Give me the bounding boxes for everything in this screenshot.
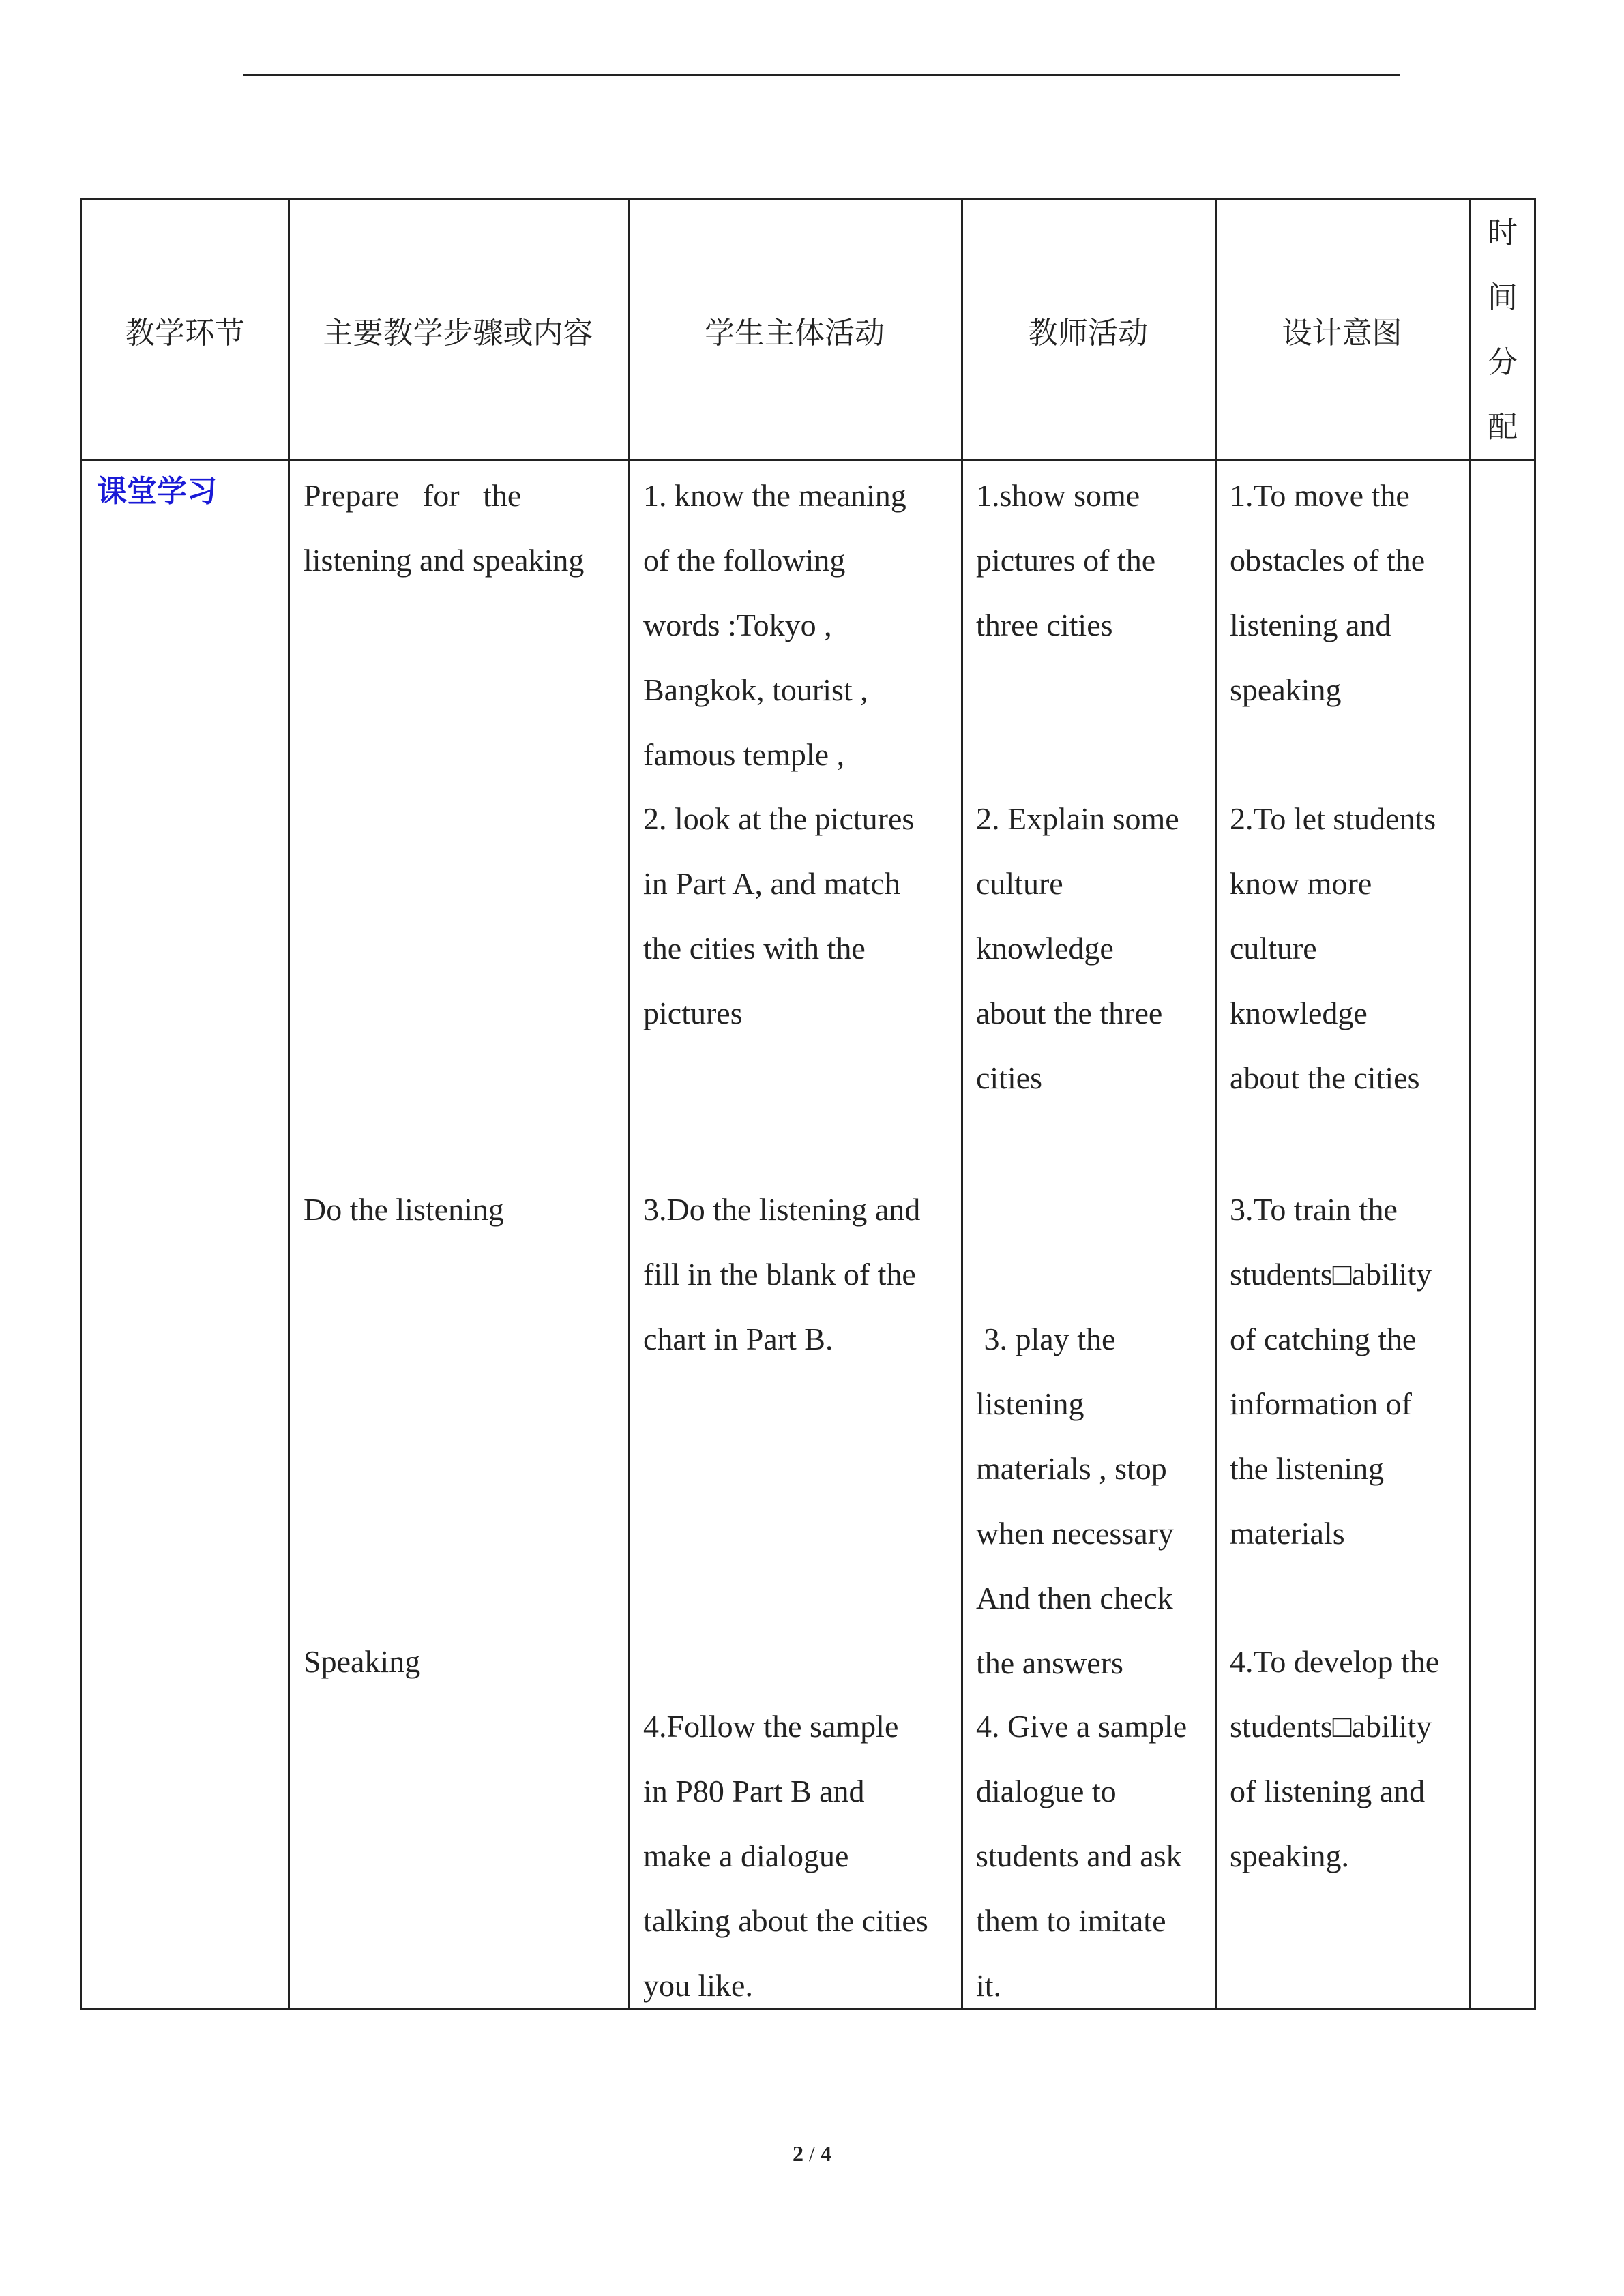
design-intent-3: 3.To train the students□ability of catching the information of the listening materials [1230, 1192, 1432, 1551]
header-design-intent: 设计意图 [1282, 315, 1402, 351]
column-divider [1469, 200, 1471, 2008]
header-steps: 主要教学步骤或内容 [323, 315, 593, 351]
column-divider [1215, 200, 1217, 2008]
teacher-activity-3: 3. play the listening materials , stop when necessary And then check the answers [976, 1322, 1174, 1680]
student-activity-3: 3.Do the listening and fill in the blank of the chart in Part B. [643, 1192, 921, 1356]
teacher-activity-4: 4. Give a sample dialogue to students and ask them to imitate it. [976, 1709, 1187, 2003]
design-intent-2: 2.To let students know more culture knowledge about the cities [1230, 801, 1436, 1095]
header-rule [243, 74, 1400, 76]
step-prepare-line2: listening and speaking [304, 543, 585, 578]
header-teacher-activity: 教师活动 [1028, 315, 1148, 351]
stage-label: 课堂学习 [97, 474, 217, 509]
step-listening: Do the listening [304, 1192, 504, 1227]
step-speaking: Speaking [304, 1644, 421, 1679]
teacher-activity-1: 1.show some pictures of the three cities [976, 478, 1156, 642]
header-time-char: 配 [1488, 409, 1518, 445]
lesson-plan-table [80, 198, 1536, 2010]
design-intent-1: 1.To move the obstacles of the listening and speaking [1230, 478, 1426, 707]
header-time-char: 间 [1488, 280, 1518, 315]
teacher-activity-2: 2. Explain some culture knowledge about the three cities [976, 801, 1179, 1095]
page-number: 2 / 4 [793, 2141, 831, 2166]
column-divider [628, 200, 630, 2008]
header-student-activity: 学生主体活动 [705, 315, 885, 351]
student-activity-2: 2. look at the pictures in Part A, and match the cities with the pictures [643, 801, 915, 1030]
student-activity-1: 1. know the meaning of the following words :Tokyo , Bangkok, tourist , famous temple , [643, 478, 906, 772]
student-activity-4: 4.Follow the sample in P80 Part B and make a dialogue talking about the cities you like. [643, 1709, 928, 2003]
design-intent-4: 4.To develop the students□ability of listening and speaking. [1230, 1644, 1440, 1873]
step-prepare-line1: Prepare for the [304, 478, 522, 513]
column-divider [961, 200, 963, 2008]
header-time-char: 分 [1488, 344, 1518, 380]
header-divider [82, 459, 1534, 461]
header-time-allocation [1469, 200, 1536, 459]
header-time-char: 时 [1488, 215, 1518, 250]
column-divider [288, 200, 290, 2008]
header-stage: 教学环节 [125, 315, 245, 351]
